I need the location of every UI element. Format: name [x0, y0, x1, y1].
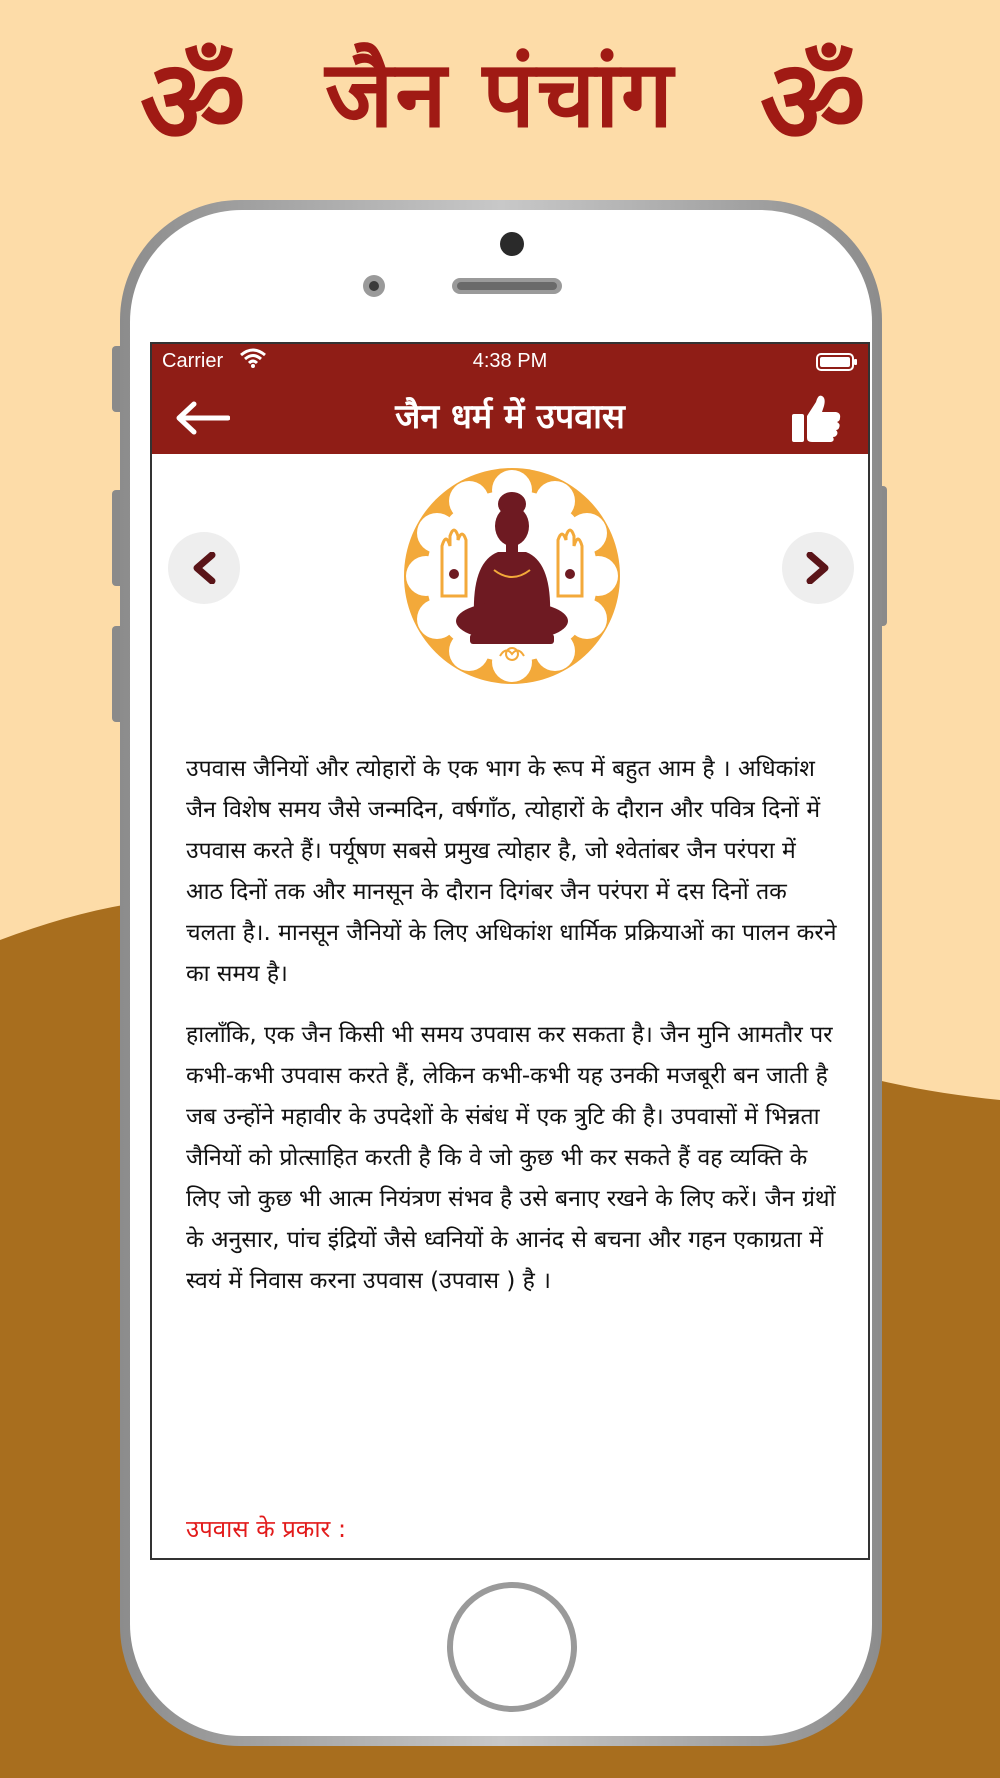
section-heading: उपवास के प्रकार :: [186, 1515, 347, 1543]
page-title: जैन धर्म में उपवास: [395, 397, 625, 437]
battery-icon: [816, 352, 858, 378]
article-paragraph-2: हालाँकि, एक जैन किसी भी समय उपवास कर सकता है। जैन मुनि आमतौर पर कभी-कभी उपवास करते हैं, लेकिन कभी-कभी यह उनकी मजबूरी बन जाती है जब उन्होंने महावीर के उपदेशों के संबंध में एक त्रुटि की है। उपवासों में भिन्नता जैनियों को प्रोत्साहित करती है कि वे जो कुछ भी कर सकते हैं वह व्यक्ति के लिए जो कुछ भी आत्म नियंत्रण संभव है उसे बनाए रखने के लिए करें। जैन ग्रंथों के अनुसार, पांच इंद्रियों जैसे ध्वनियों के आनंद से बचना और गहन एकाग्रता में स्वयं में निवास करना उपवास (उपवास ) है ।: [186, 1022, 836, 1294]
article-content: [186, 749, 838, 1322]
carousel-prev-button[interactable]: [168, 532, 240, 604]
thumbs-up-icon: [790, 392, 842, 444]
status-bar: [152, 344, 868, 380]
like-button[interactable]: [790, 392, 842, 444]
om-right-icon: ॐ: [760, 35, 866, 170]
chevron-left-icon: [190, 552, 218, 584]
nav-bar: [152, 380, 868, 454]
app-screen: [150, 342, 870, 1560]
tirthankara-logo: [402, 466, 622, 686]
status-time: 4:38 PM: [472, 350, 548, 372]
om-left-icon: ॐ: [140, 35, 246, 170]
article-paragraph-1: उपवास जैनियों और त्योहारों के एक भाग के रूप में बहुत आम है । अधिकांश जैन विशेष समय जैसे जन्मदिन, वर्षगाँठ, त्योहारों के दौरान और पवित्र दिनों में उपवास करते हैं। पर्यूषण सबसे प्रमुख त्योहार है, जो श्वेतांबर जैन परंपरा में आठ दिनों तक और मानसून के दौरान दिगंबर जैन परंपरा में दस दिनों तक चलता है।. मानसून जैनियों के लिए अधिकांश धार्मिक प्रक्रियाओं का पालन करने का समय है।: [186, 756, 837, 987]
banner-title: जैन पंचांग: [325, 41, 675, 148]
chevron-right-icon: [804, 552, 832, 584]
carrier-label: Carrier: [162, 350, 224, 372]
carousel-next-button[interactable]: [782, 532, 854, 604]
